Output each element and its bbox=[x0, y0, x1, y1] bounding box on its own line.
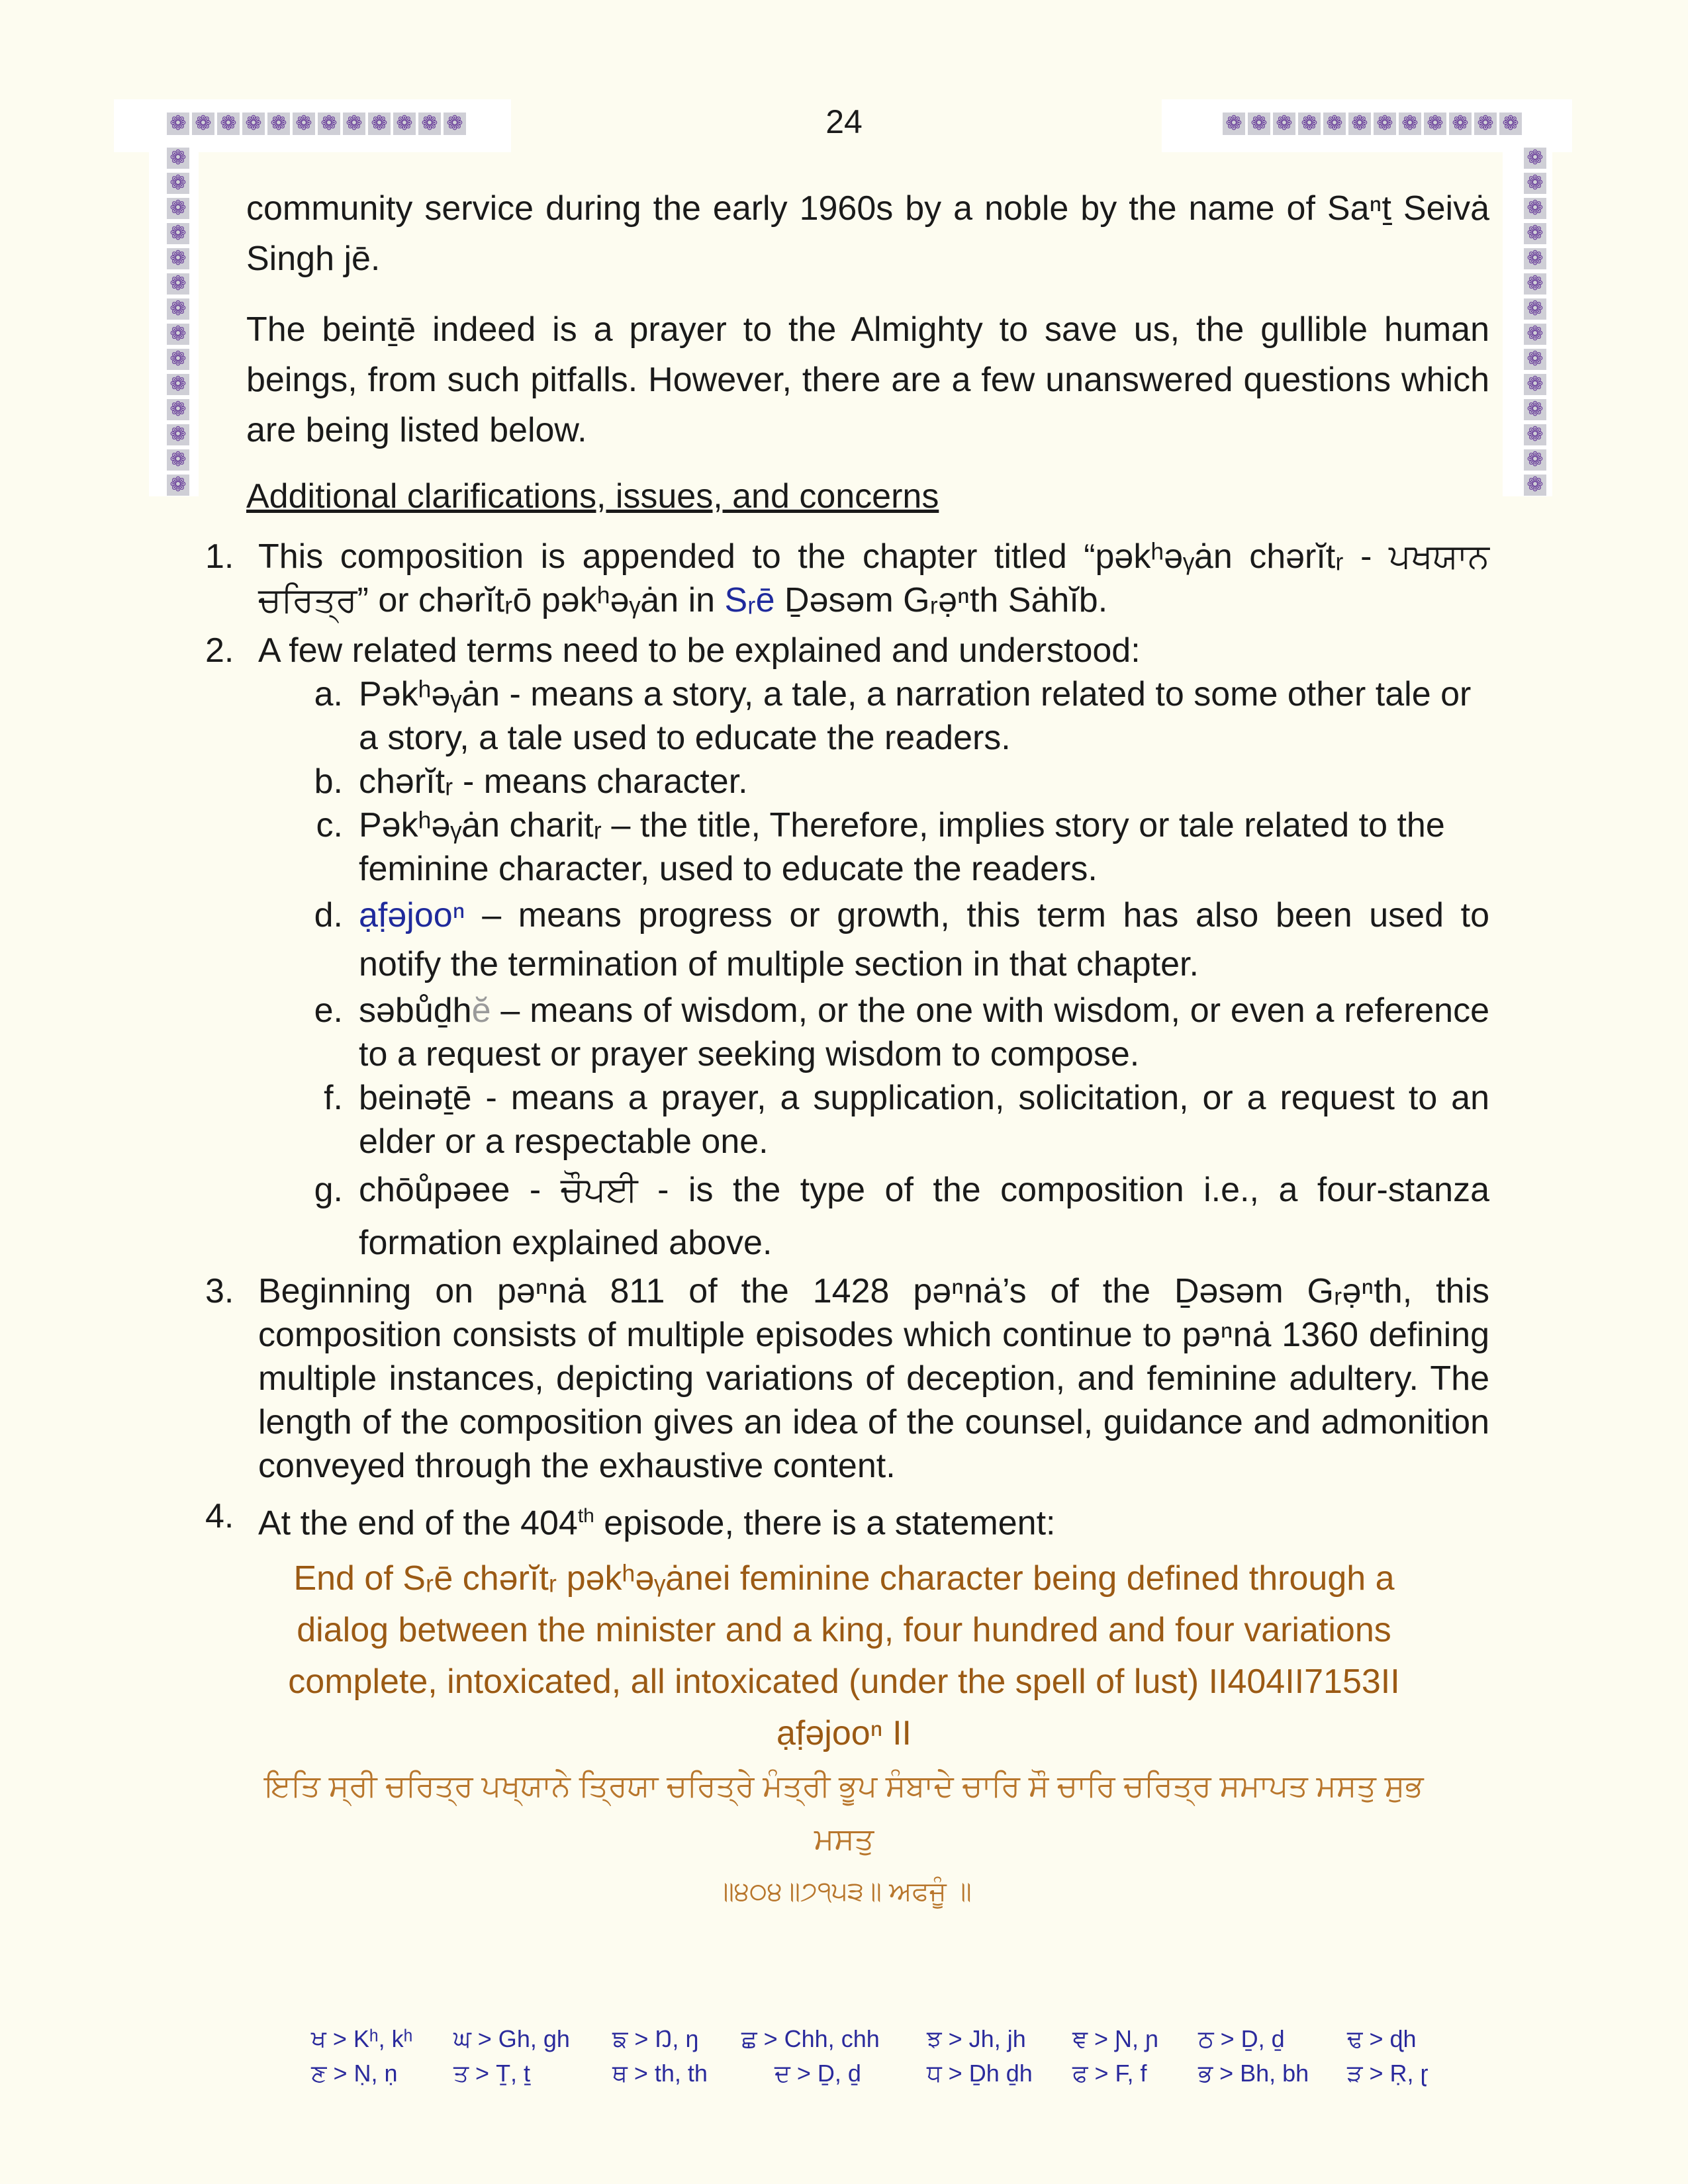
flower-ornament-icon: ❁ bbox=[1273, 113, 1295, 135]
flower-ornament-icon: ❁ bbox=[167, 113, 189, 135]
flower-ornament-icon: ❁ bbox=[167, 248, 189, 269]
list-item-4 bbox=[205, 1494, 1489, 1545]
flower-ornament-icon: ❁ bbox=[1524, 449, 1546, 471]
flower-ornament-icon: ❁ bbox=[1524, 399, 1546, 420]
flower-ornament-icon: ❁ bbox=[1524, 349, 1546, 370]
sub-item-f bbox=[205, 1076, 1489, 1163]
legend-entry: ਛ > Chh, chh bbox=[741, 2025, 880, 2052]
sub-text: chōůpəee - ਚੌਪਈ - is the type of the composition i.e., a four-stanza formation explained above. bbox=[359, 1171, 1489, 1262]
legend-entry: ਖ > Kʰ, kʰ bbox=[311, 2025, 413, 2052]
sub-item-c bbox=[205, 803, 1489, 891]
flower-ornament-icon: ❁ bbox=[1524, 223, 1546, 244]
legend-entry: ਭ > Bh, bh bbox=[1198, 2060, 1309, 2087]
section-heading: Additional clarifications, issues, and concerns bbox=[246, 477, 939, 516]
flower-ornament-icon: ❁ bbox=[167, 475, 189, 496]
flower-border-right bbox=[1524, 146, 1546, 498]
flower-ornament-icon: ❁ bbox=[343, 113, 365, 135]
sub-letter: a. bbox=[314, 675, 343, 713]
legend-entry: ਣ > Ṇ, ṇ bbox=[311, 2060, 398, 2087]
quote-line-3: complete, intoxicated, all intoxicated (under the spell of lust) II404II7153II bbox=[288, 1662, 1400, 1701]
quote-block bbox=[252, 1553, 1436, 1759]
sre-term: Sᵣē bbox=[724, 581, 775, 619]
legend-entry: ੜ > Ṛ, ɽ bbox=[1347, 2060, 1429, 2087]
flower-ornament-icon: ❁ bbox=[1223, 113, 1245, 135]
sub-item-a bbox=[205, 672, 1489, 760]
legend-entry: ਝ > Jh, jh bbox=[927, 2025, 1026, 2052]
flower-ornament-icon: ❁ bbox=[167, 198, 189, 219]
flower-ornament-icon: ❁ bbox=[267, 113, 290, 135]
legend-entry: ਫ > F, f bbox=[1072, 2060, 1147, 2087]
sub-item-e bbox=[205, 989, 1489, 1076]
legend-entry: ਘ > Gh, gh bbox=[453, 2025, 570, 2052]
list-text: This composition is appended to the chapter titled “pəkʰəᵧȧn chərĭtᵣ - ਪਖਯਾਨ ਚਰਿਤ੍ਰ” or chərĭtᵣō pəkʰəᵧȧn in bbox=[258, 537, 1489, 619]
list-item-3 bbox=[205, 1269, 1489, 1488]
intro-paragraph-2 bbox=[246, 304, 1489, 455]
flower-ornament-icon: ❁ bbox=[1474, 113, 1497, 135]
quote-line-2: dialog between the minister and a king, four hundred and four variations bbox=[297, 1611, 1391, 1649]
legend-row-2 bbox=[311, 2056, 1503, 2091]
legend-entry: ਞ > Ɲ, ɲ bbox=[1072, 2025, 1159, 2052]
list-number: 3. bbox=[205, 1272, 234, 1310]
list-text: A few related terms need to be explained and understood: bbox=[258, 631, 1141, 670]
flower-ornament-icon: ❁ bbox=[318, 113, 340, 135]
list-text: Ḏəsəm Gᵣə̣ⁿth Sȧhĭb. bbox=[774, 581, 1108, 619]
flower-ornament-icon: ❁ bbox=[1524, 173, 1546, 194]
flower-ornament-icon: ❁ bbox=[1524, 273, 1546, 295]
sub-letter: f. bbox=[324, 1079, 343, 1117]
intro-text-2: The beinṯē indeed is a prayer to the Almighty to save us, the gullible human beings, from such pitfalls. However, there are a few unanswered questions which are being listed below. bbox=[246, 310, 1489, 449]
flower-ornament-icon: ❁ bbox=[167, 324, 189, 345]
flower-ornament-icon: ❁ bbox=[1524, 475, 1546, 496]
term-sabudhe: səbůḏh bbox=[359, 991, 472, 1030]
flower-ornament-icon: ❁ bbox=[167, 424, 189, 445]
flower-ornament-icon: ❁ bbox=[167, 273, 189, 295]
flower-ornament-icon: ❁ bbox=[217, 113, 240, 135]
intro-paragraph-1 bbox=[246, 183, 1489, 284]
quote-line-4: ạf̣əjooⁿ II bbox=[776, 1714, 912, 1752]
flower-ornament-icon: ❁ bbox=[1524, 248, 1546, 269]
list-item-body bbox=[258, 535, 1489, 622]
flower-ornament-icon: ❁ bbox=[167, 349, 189, 370]
legend-entry: ਧ > Ḏh ḏh bbox=[927, 2060, 1033, 2087]
legend-entry: ਦ > Ḏ, ḏ bbox=[774, 2060, 861, 2087]
legend-entry: ਢ > ɖh bbox=[1347, 2025, 1417, 2052]
flower-ornament-icon: ❁ bbox=[1524, 374, 1546, 395]
flower-ornament-icon: ❁ bbox=[1524, 198, 1546, 219]
flower-ornament-icon: ❁ bbox=[167, 298, 189, 320]
flower-ornament-icon: ❁ bbox=[192, 113, 214, 135]
list-text: Beginning on pəⁿnȧ 811 of the 1428 pəⁿnȧ’s of the Ḏəsəm Gᵣə̣ⁿth, this composition consists of multiple episodes which continue to pəⁿnȧ 1360 defining multiple instances, depicting variations of deception, and feminine adultery. The length of the composition gives an idea of the counsel, guidance and admonition conveyed through the exhaustive content. bbox=[258, 1272, 1489, 1485]
flower-ornament-icon: ❁ bbox=[1399, 113, 1421, 135]
sub-text: beinəṯē - means a prayer, a supplication, solicitation, or a request to an elder or a respectable one. bbox=[359, 1079, 1489, 1161]
flower-ornament-icon: ❁ bbox=[167, 399, 189, 420]
term-sabudhe-suffix: ĕ bbox=[471, 991, 491, 1030]
sub-text: – means of wisdom, or the one with wisdom, or even a reference to a request or prayer seeking wisdom to compose. bbox=[359, 991, 1489, 1073]
flower-ornament-icon: ❁ bbox=[1323, 113, 1346, 135]
flower-ornament-icon: ❁ bbox=[167, 223, 189, 244]
list-text: episode, there is a statement: bbox=[594, 1504, 1056, 1543]
gurmukhi-line-2: ॥੪੦੪॥੭੧੫੩॥ ਅਫਜੂੰ ॥ bbox=[716, 1877, 972, 1906]
flower-ornament-icon: ❁ bbox=[1374, 113, 1396, 135]
flower-ornament-icon: ❁ bbox=[1248, 113, 1270, 135]
sub-letter: d. bbox=[314, 896, 343, 934]
gurmukhi-block bbox=[252, 1759, 1436, 1918]
sub-text: – means progress or growth, this term has also been used to notify the termination of multiple section in that chapter. bbox=[359, 896, 1489, 983]
flower-ornament-icon: ❁ bbox=[167, 148, 189, 169]
flower-ornament-icon: ❁ bbox=[1524, 148, 1546, 169]
flower-ornament-icon: ❁ bbox=[444, 113, 466, 135]
flower-ornament-icon: ❁ bbox=[1424, 113, 1446, 135]
sub-text: chərĭtᵣ - means character. bbox=[359, 762, 748, 801]
sub-letter: g. bbox=[314, 1171, 343, 1209]
list-number: 1. bbox=[205, 537, 234, 576]
list-item-1 bbox=[205, 535, 1489, 622]
flower-ornament-icon: ❁ bbox=[418, 113, 441, 135]
flower-ornament-icon: ❁ bbox=[167, 374, 189, 395]
flower-ornament-icon: ❁ bbox=[167, 173, 189, 194]
numbered-list bbox=[205, 535, 1489, 1545]
flower-ornament-icon: ❁ bbox=[167, 449, 189, 471]
sub-item-d bbox=[205, 891, 1489, 989]
list-item-2 bbox=[205, 629, 1489, 672]
flower-ornament-icon: ❁ bbox=[1499, 113, 1522, 135]
sub-text: Pəkʰəᵧȧn - means a story, a tale, a narration related to some other tale or a story, a tale used to educate the readers. bbox=[359, 675, 1472, 757]
list-number: 2. bbox=[205, 631, 234, 670]
list-number: 4. bbox=[205, 1497, 234, 1535]
sub-letter: c. bbox=[316, 806, 343, 844]
flower-ornament-icon: ❁ bbox=[1298, 113, 1321, 135]
flower-ornament-icon: ❁ bbox=[293, 113, 315, 135]
legend-row-1 bbox=[311, 2022, 1503, 2056]
intro-text-1: community service during the early 1960s by a noble by the name of Saⁿṯ Seivȧ Singh jē. bbox=[246, 189, 1489, 278]
flower-ornament-icon: ❁ bbox=[368, 113, 391, 135]
transliteration-legend bbox=[311, 2022, 1503, 2091]
flower-ornament-icon: ❁ bbox=[1348, 113, 1371, 135]
legend-entry: ਠ > Ḏ, ḏ bbox=[1198, 2025, 1285, 2052]
flower-ornament-icon: ❁ bbox=[242, 113, 265, 135]
sub-letter: b. bbox=[314, 762, 343, 801]
gurmukhi-line-1: ਇਤਿ ਸ੍ਰੀ ਚਰਿਤ੍ਰ ਪਖ੍ਯਾਨੇ ਤ੍ਰਿਯਾ ਚਰਿਤ੍ਰੇ ਮੰਤ੍ਰੀ ਭੂਪ ਸੰਬਾਦੇ ਚਾਰਿ ਸੌ ਚਾਰਿ ਚਰਿਤ੍ਰ ਸਮਾਪਤ ਮਸਤੁ ਸੁਭ ਮਸਤੁ bbox=[264, 1768, 1424, 1856]
term-afajoon: ạf̣əjooⁿ bbox=[359, 896, 465, 934]
flower-ornament-icon: ❁ bbox=[1524, 424, 1546, 445]
sub-text: Pəkʰəᵧȧn charitᵣ – the title, Therefore, implies story or tale related to the feminine character, used to educate the readers. bbox=[359, 806, 1445, 888]
sub-letter: e. bbox=[314, 991, 343, 1030]
list-text: At the end of the 404 bbox=[258, 1504, 578, 1543]
flower-ornament-icon: ❁ bbox=[1524, 324, 1546, 345]
page-number: 24 bbox=[825, 103, 863, 140]
flower-ornament-icon: ❁ bbox=[1524, 298, 1546, 320]
legend-entry: ਤ > Ṯ, ṯ bbox=[453, 2060, 531, 2087]
flower-border-left bbox=[167, 146, 189, 498]
sub-item-b bbox=[205, 760, 1489, 803]
flower-ornament-icon: ❁ bbox=[1449, 113, 1472, 135]
sub-item-g bbox=[205, 1163, 1489, 1269]
legend-entry: ਥ > th, th bbox=[612, 2060, 708, 2087]
ordinal-suffix: th bbox=[577, 1505, 594, 1527]
flower-ornament-icon: ❁ bbox=[393, 113, 416, 135]
quote-line-1: End of Sᵣē chərĭtᵣ pəkʰəᵧȧnei feminine character being defined through a bbox=[293, 1559, 1395, 1598]
legend-entry: ਙ > Ŋ, ŋ bbox=[612, 2025, 699, 2052]
